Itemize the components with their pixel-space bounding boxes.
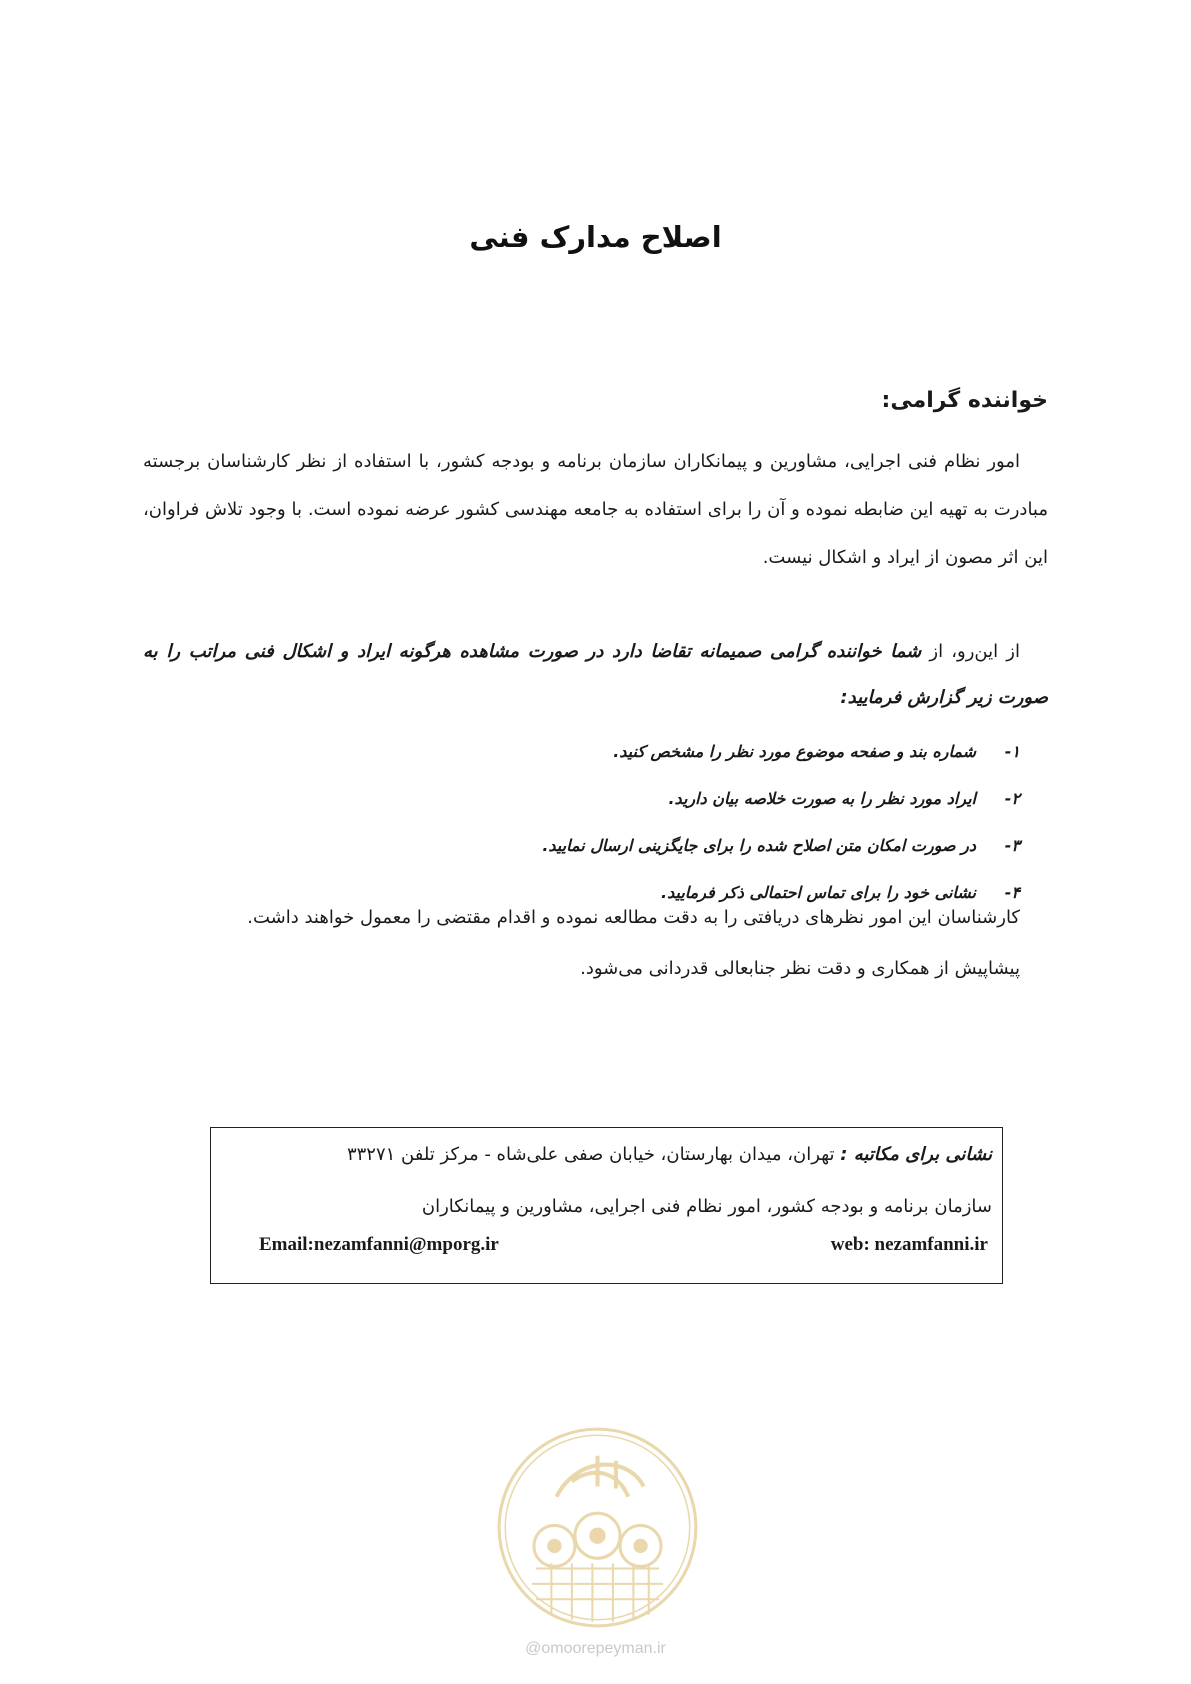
greeting-heading — [143, 388, 1048, 413]
step-text: نشانی خود را برای تماس احتمالی ذکر فرمایید. — [661, 883, 976, 902]
contact-organization: سازمان برنامه و بودجه کشور، امور نظام فنی اجرایی، مشاورین و پیمانکاران — [421, 1196, 992, 1217]
list-item — [143, 822, 1048, 869]
request-prefix: از این‌رو، از — [921, 641, 1020, 662]
intro-paragraph: امور نظام فنی اجرایی، مشاورین و پیمانکاران سازمان برنامه و بودجه کشور، با استفاده از نظر کارشناسان برجسته مبادرت به تهیه این ضابطه نموده و آن را برای استفاده به جامعه مهندسی کشور عرضه نموده است. با وجود تلاش فراوان، این اثر مصون از ایراد و اشکال نیست. — [143, 451, 1048, 568]
watermark-url: @omoorepeyman.ir — [525, 1640, 666, 1657]
step-text: شماره بند و صفحه موضوع مورد نظر را مشخص کنید. — [613, 742, 976, 761]
contact-label: نشانی برای مکاتبه : — [840, 1144, 992, 1165]
list-item — [143, 775, 1048, 822]
contact-address: تهران، میدان بهارستان، خیابان صفی علی‌شاه - مرکز تلفن ۳۳۲۷۱ — [346, 1144, 841, 1165]
closing-line-thanks: پیشاپیش از همکاری و دقت نظر جنابعالی قدردانی می‌شود. — [580, 958, 1020, 979]
step-number: ۴- — [1004, 883, 1020, 902]
contact-email-link[interactable]: Email:nezamfanni@mporg.ir — [259, 1234, 499, 1255]
steps-list — [143, 728, 1048, 916]
contact-web-link[interactable]: web: nezamfanni.ir — [830, 1234, 988, 1255]
step-text: ایراد مورد نظر را به صورت خلاصه بیان دارید. — [668, 789, 976, 808]
closing-line-review: کارشناسان این امور نظرهای دریافتی را به دقت مطالعه نموده و اقدام مقتضی را معمول خواهند داشت. — [247, 907, 1020, 928]
step-number: ۲- — [1004, 789, 1020, 808]
watermark-logo-icon — [495, 1425, 700, 1630]
greeting-text: خواننده گرامی: — [881, 388, 1048, 413]
step-text: در صورت امکان متن اصلاح شده را برای جایگزینی ارسال نمایید. — [542, 836, 976, 855]
request-paragraph — [143, 629, 1048, 721]
step-number: ۳- — [1004, 836, 1020, 855]
contact-address-line — [347, 1144, 992, 1165]
contact-box — [210, 1127, 1003, 1284]
request-emphasis: شما خواننده گرامی صمیمانه تقاضا دارد در صورت مشاهده هرگونه ایراد و اشکال فنی مراتب را به صورت زیر گزارش فرمایید: — [143, 641, 1048, 708]
page-title: اصلاح مدارک فنی — [469, 220, 722, 254]
list-item — [143, 728, 1048, 775]
step-number: ۱- — [1004, 742, 1020, 761]
